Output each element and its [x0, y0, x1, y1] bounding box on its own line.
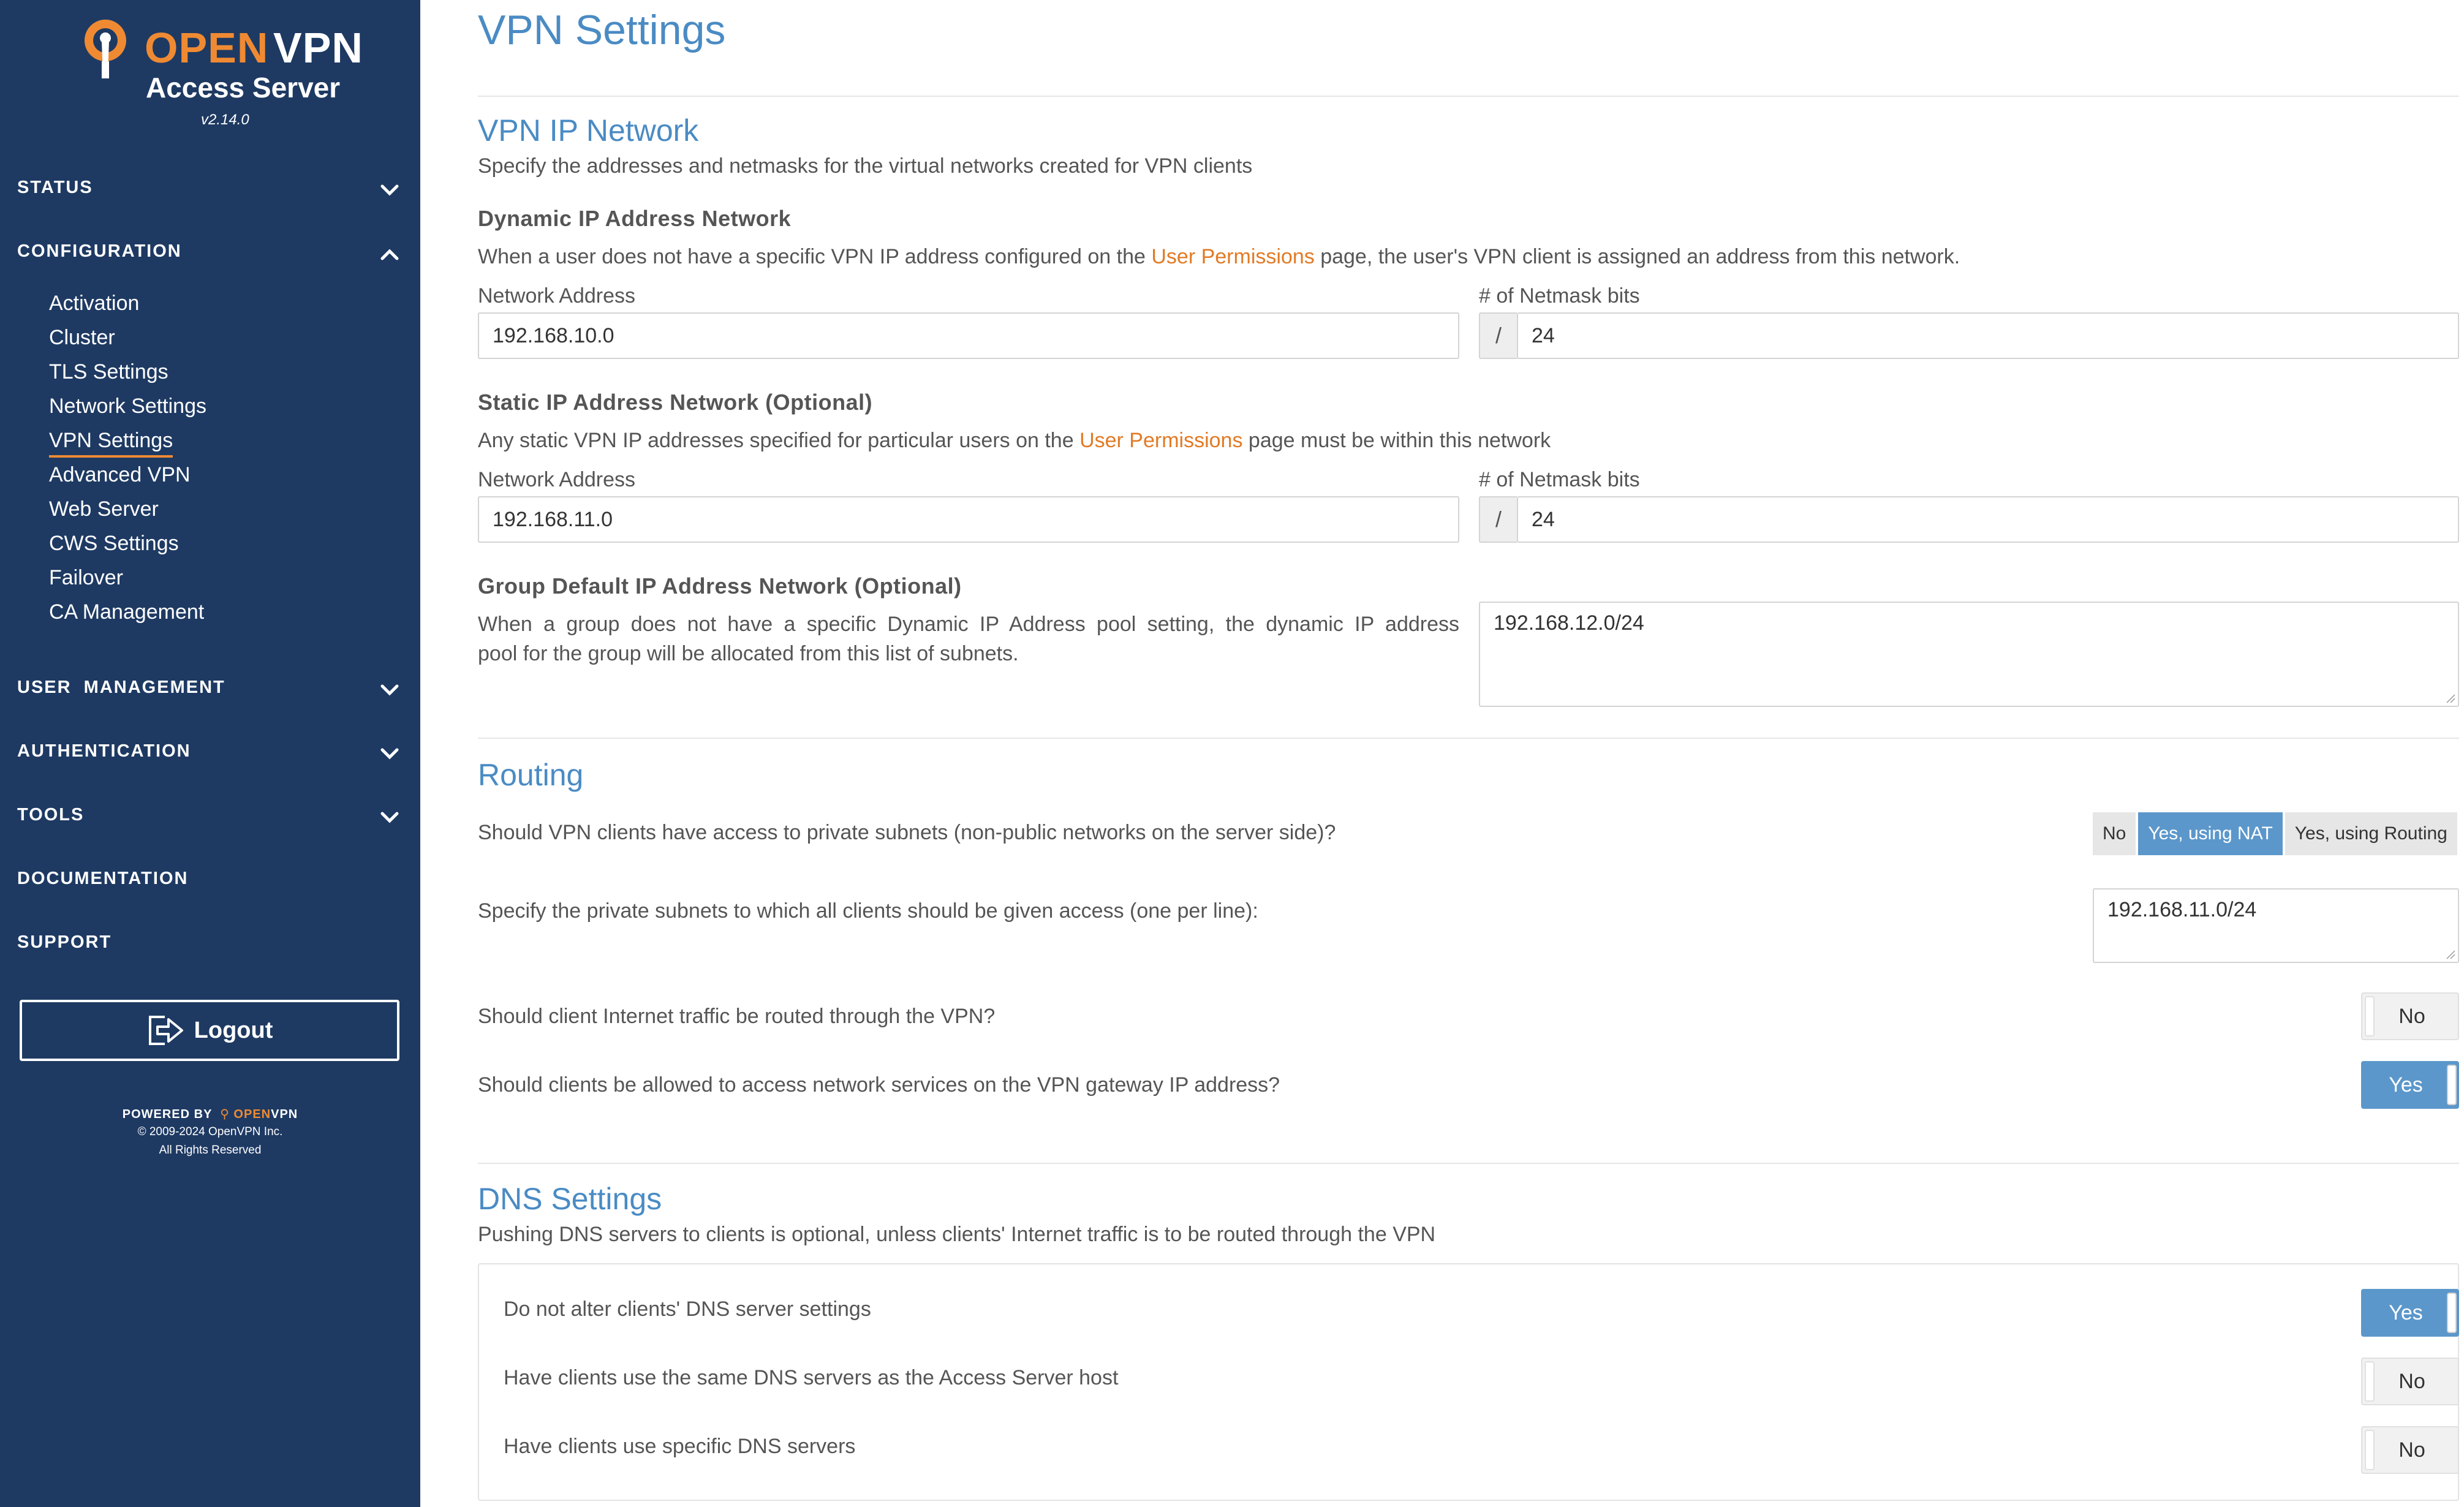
divider	[478, 96, 2459, 97]
dynamic-network-address-label: Network Address	[478, 284, 635, 308]
toggle-label: No	[2398, 1004, 2425, 1028]
dynamic-network-address-input[interactable]: 192.168.10.0	[478, 312, 1459, 359]
dns-question-specific-servers: Have clients use specific DNS servers	[504, 1435, 856, 1458]
sidebar-item-ca-management[interactable]: CA Management	[49, 600, 205, 624]
section-title-vpn-ip-network: VPN IP Network	[478, 113, 699, 148]
powered-by-vpn: VPN	[271, 1108, 298, 1121]
resize-grip-icon[interactable]	[2446, 693, 2455, 703]
group-subnets-textarea[interactable]	[1479, 602, 2459, 707]
user-permissions-link[interactable]: User Permissions	[1151, 245, 1315, 268]
logout-icon	[146, 1013, 186, 1048]
logout-button[interactable]	[20, 1000, 399, 1061]
dynamic-network-desc	[478, 245, 1960, 269]
group-network-desc-line1: When a group does not have a specific Dynamic IP Address pool setting, the dynamic IP address	[478, 613, 1459, 636]
routing-question-internet: Should client Internet traffic be routed through the VPN?	[478, 1005, 996, 1028]
dns-options-panel	[478, 1263, 2459, 1501]
sidebar-item-failover[interactable]: Failover	[49, 566, 123, 589]
toggle-knob	[2365, 1361, 2375, 1402]
nav-section-label: SUPPORT	[17, 932, 112, 952]
dns-no-alter-toggle[interactable]	[2361, 1289, 2459, 1337]
dynamic-netmask-bits-input[interactable]: 24	[1517, 312, 2459, 359]
private-subnets-segmented-control	[2093, 812, 2457, 855]
section-title-dns-settings: DNS Settings	[478, 1182, 662, 1216]
desc-text: When a user does not have a specific VPN IP address configured on the	[478, 245, 1152, 268]
group-subnets-value: 192.168.12.0/24	[1494, 611, 1644, 635]
powered-by-open: OPEN	[233, 1108, 271, 1121]
nav-section-label: STATUS	[17, 178, 93, 197]
rights-text: All Rights Reserved	[159, 1144, 262, 1157]
nav-section-label: USER MANAGEMENT	[17, 678, 225, 697]
chevron-down-icon	[376, 805, 403, 832]
resize-grip-icon[interactable]	[2446, 950, 2455, 959]
static-network-title: Static IP Address Network (Optional)	[478, 390, 873, 415]
toggle-knob	[2365, 996, 2375, 1037]
sidebar-item-vpn-settings[interactable]: VPN Settings	[49, 429, 173, 458]
version-label: v2.14.0	[201, 111, 249, 128]
powered-by-line	[0, 1106, 420, 1122]
powered-by-label: POWERED BY	[122, 1108, 213, 1121]
powered-by-footer	[0, 1106, 420, 1158]
nav-section-label: AUTHENTICATION	[17, 741, 191, 761]
nav-section-documentation[interactable]	[17, 869, 403, 905]
toggle-label: Yes	[2389, 1073, 2423, 1097]
logo-subtitle: Access Server	[146, 72, 341, 104]
toggle-knob	[2365, 1430, 2375, 1470]
logout-label: Logout	[194, 1017, 273, 1043]
dns-question-same-servers: Have clients use the same DNS servers as the Access Server host	[504, 1366, 1119, 1389]
toggle-label: Yes	[2389, 1301, 2423, 1324]
sidebar-item-network-settings[interactable]: Network Settings	[49, 395, 206, 418]
sidebar-item-cws-settings[interactable]: CWS Settings	[49, 532, 179, 555]
divider	[478, 1163, 2459, 1164]
sidebar-item-activation[interactable]: Activation	[49, 292, 140, 315]
static-netmask-bits-input[interactable]: 24	[1517, 496, 2459, 543]
dynamic-network-title: Dynamic IP Address Network	[478, 206, 792, 231]
dynamic-netmask-bits-label: # of Netmask bits	[1479, 284, 1640, 308]
static-network-desc	[478, 429, 1551, 453]
nav-section-authentication[interactable]	[17, 741, 403, 778]
netmask-slash-addon: /	[1479, 496, 1517, 543]
chevron-up-icon	[376, 241, 403, 268]
private-subnets-textarea[interactable]	[2093, 888, 2459, 963]
option-yes-routing[interactable]: Yes, using Routing	[2285, 812, 2457, 855]
netmask-slash-addon: /	[1479, 312, 1517, 359]
internet-routing-toggle[interactable]	[2361, 992, 2459, 1040]
desc-text: page, the user's VPN client is assigned an address from this network.	[1314, 245, 1960, 268]
chevron-down-icon	[376, 178, 403, 205]
sidebar-item-tls-settings[interactable]: TLS Settings	[49, 360, 168, 383]
toggle-label: No	[2398, 1438, 2425, 1462]
nav-section-label: DOCUMENTATION	[17, 869, 189, 888]
desc-text: Any static VPN IP addresses specified for particular users on the	[478, 429, 1080, 452]
nav-section-label: CONFIGURATION	[17, 241, 182, 261]
routing-question-gateway: Should clients be allowed to access network services on the VPN gateway IP address?	[478, 1073, 1280, 1097]
copyright-text: © 2009-2024 OpenVPN Inc.	[137, 1125, 283, 1138]
static-network-address-input[interactable]: 192.168.11.0	[478, 496, 1459, 543]
gateway-access-toggle[interactable]	[2361, 1061, 2459, 1109]
nav-section-status[interactable]	[17, 178, 403, 214]
openvpn-logo[interactable]	[78, 15, 363, 128]
sidebar-item-advanced-vpn[interactable]: Advanced VPN	[49, 463, 191, 486]
user-permissions-link[interactable]: User Permissions	[1079, 429, 1243, 452]
page-title: VPN Settings	[478, 7, 726, 53]
toggle-knob	[2447, 1293, 2457, 1333]
logo-text-open: OPEN	[145, 24, 269, 72]
routing-question-subnets: Specify the private subnets to which all clients should be given access (one per line):	[478, 899, 1258, 923]
dns-section-desc: Pushing DNS servers to clients is optional, unless clients' Internet traffic is to be routed through the VPN	[478, 1223, 1436, 1246]
toggle-label: No	[2398, 1369, 2425, 1393]
section-desc-vpn-ip-network: Specify the addresses and netmasks for the virtual networks created for VPN clients	[478, 154, 1253, 178]
routing-question-private-subnets: Should VPN clients have access to private subnets (non-public networks on the server side)?	[478, 821, 1336, 844]
nav-section-tools[interactable]	[17, 805, 403, 842]
desc-text: page must be within this network	[1242, 429, 1551, 452]
nav-section-label: TOOLS	[17, 805, 85, 825]
toggle-knob	[2447, 1065, 2457, 1105]
chevron-down-icon	[376, 678, 403, 704]
dns-same-servers-toggle[interactable]	[2361, 1358, 2459, 1405]
chevron-down-icon	[376, 741, 403, 768]
openvpn-keyhole-icon	[81, 17, 130, 78]
option-yes-nat[interactable]: Yes, using NAT	[2138, 812, 2282, 855]
sidebar-item-cluster[interactable]: Cluster	[49, 326, 115, 349]
logo-text-vpn: VPN	[273, 24, 363, 72]
nav-section-user-management[interactable]	[17, 678, 403, 714]
powered-by-keyhole-icon: ⚲	[220, 1108, 230, 1121]
nav-section-support[interactable]	[17, 932, 403, 969]
private-subnets-value: 192.168.11.0/24	[2107, 898, 2257, 921]
dns-question-no-alter: Do not alter clients' DNS server settings	[504, 1297, 871, 1321]
dns-specific-servers-toggle[interactable]	[2361, 1426, 2459, 1474]
group-network-title: Group Default IP Address Network (Optional)	[478, 573, 962, 599]
group-network-desc-line2: pool for the group will be allocated from this list of subnets.	[478, 642, 1019, 665]
section-title-routing: Routing	[478, 758, 584, 792]
option-no[interactable]: No	[2093, 812, 2136, 855]
static-network-address-label: Network Address	[478, 468, 635, 491]
nav-section-configuration[interactable]	[17, 241, 403, 278]
sidebar-item-web-server[interactable]: Web Server	[49, 497, 159, 521]
divider	[478, 738, 2459, 739]
main-content	[478, 0, 2459, 1507]
sidebar	[0, 0, 420, 1507]
static-netmask-bits-label: # of Netmask bits	[1479, 468, 1640, 491]
